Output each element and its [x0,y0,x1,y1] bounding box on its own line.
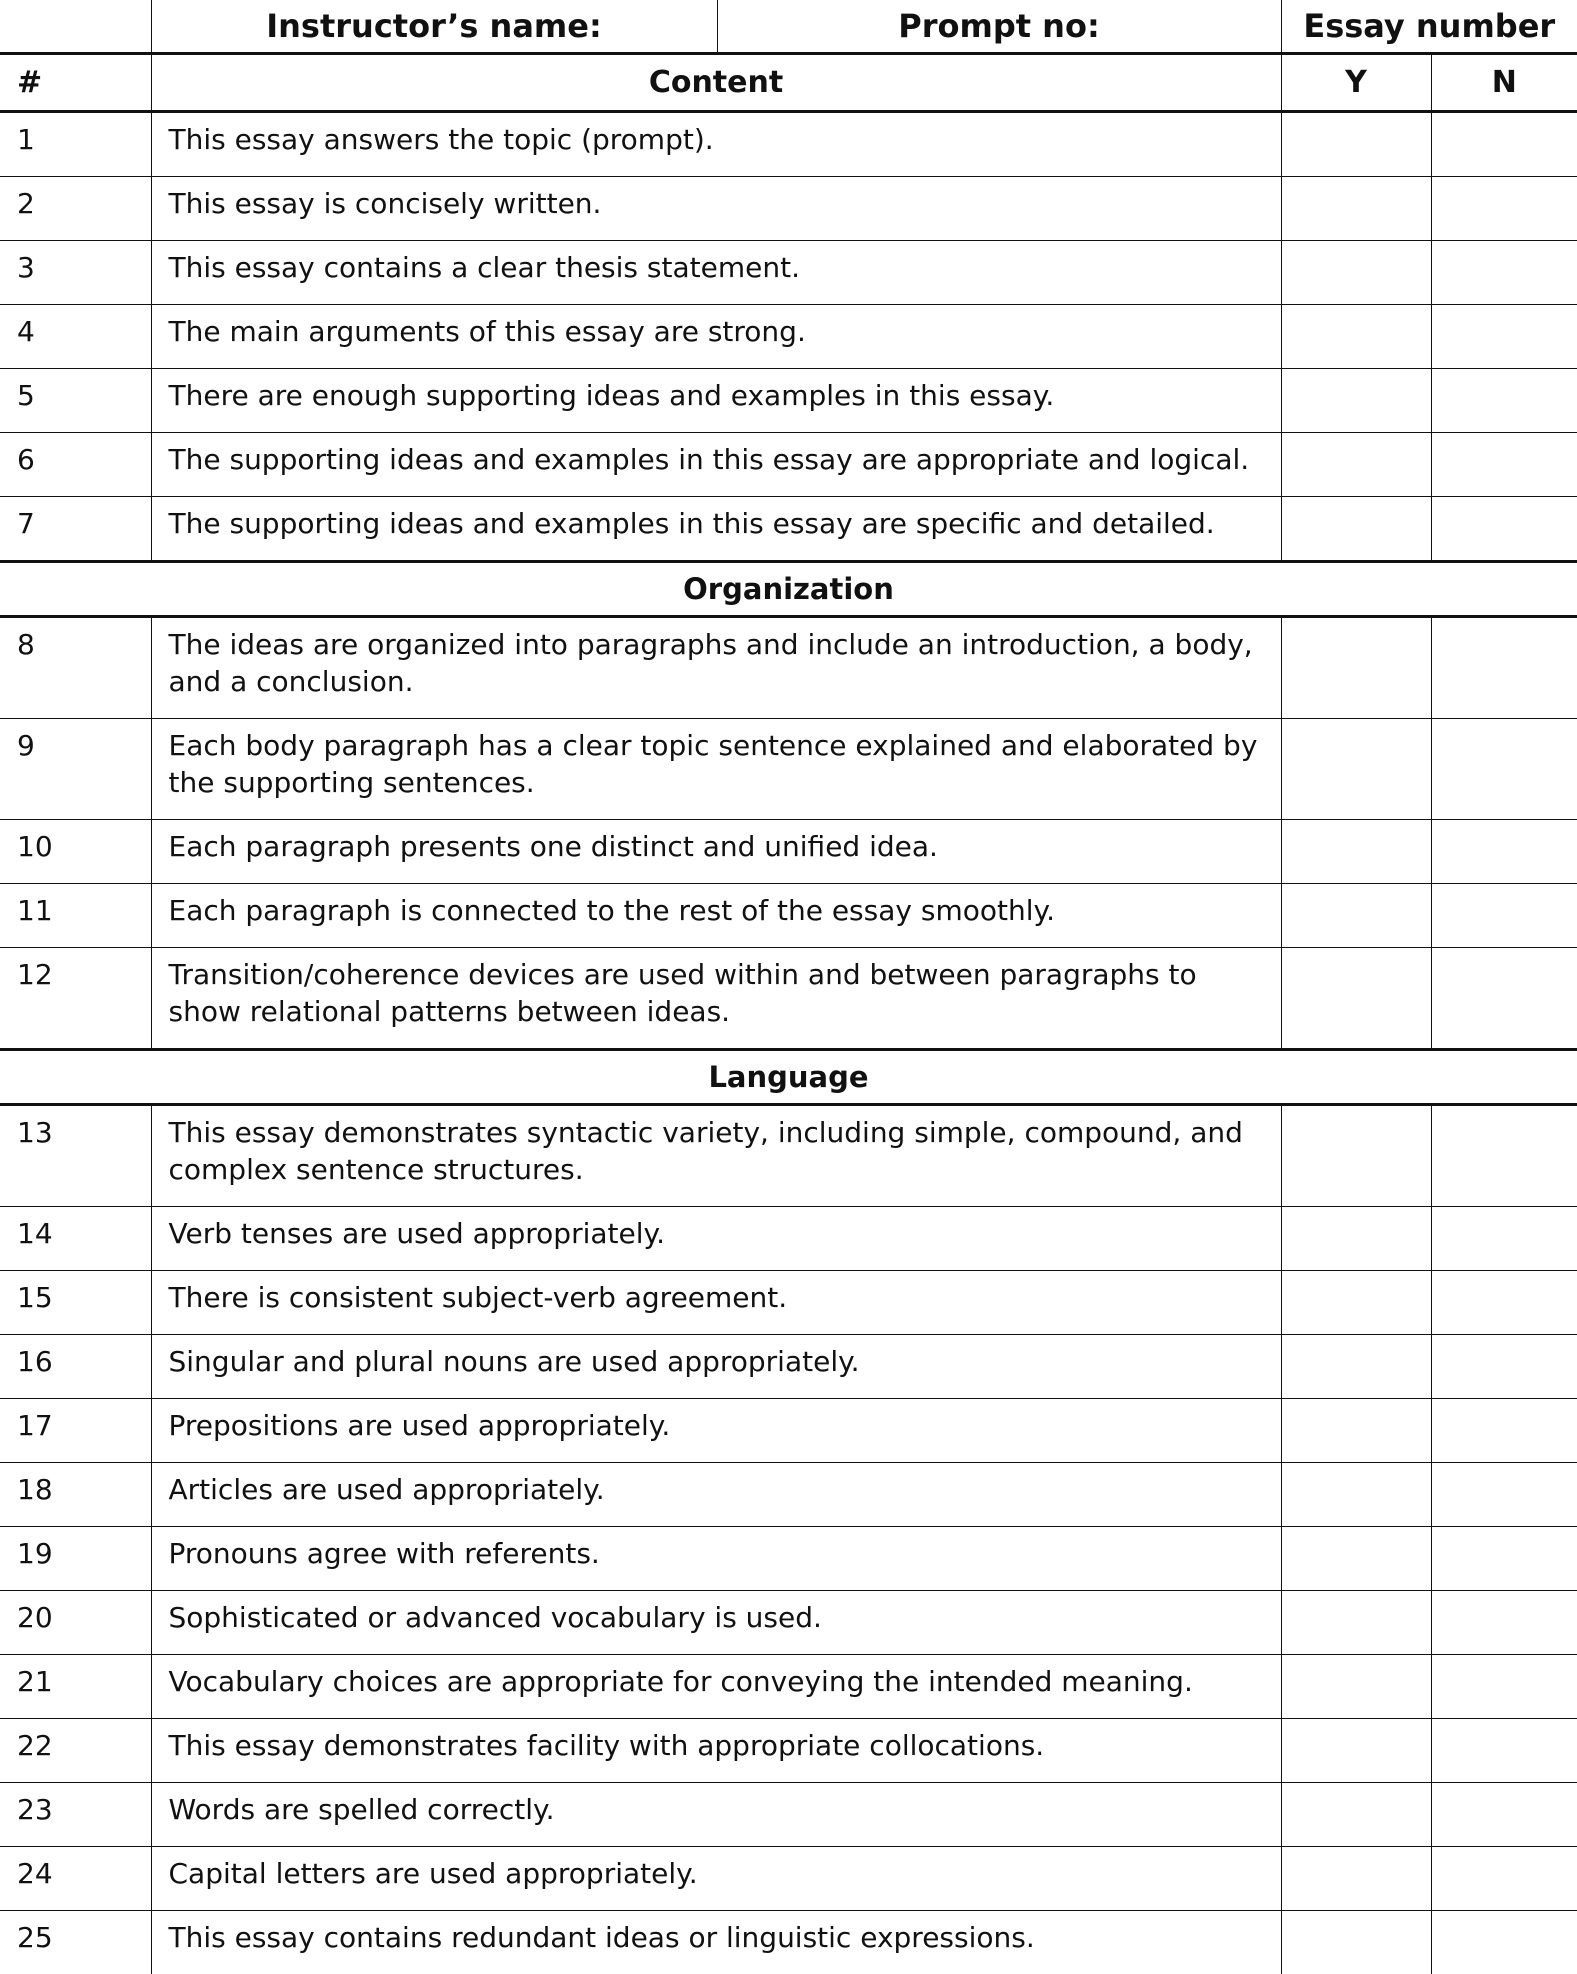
no-checkbox-cell[interactable] [1431,1655,1577,1719]
row-number: 4 [0,305,151,369]
no-checkbox-cell[interactable] [1431,1911,1577,1974]
yes-checkbox-cell[interactable] [1281,1463,1431,1527]
row-number: 5 [0,369,151,433]
row-number: 20 [0,1591,151,1655]
no-checkbox-cell[interactable] [1431,1399,1577,1463]
prompt-no-field[interactable]: Prompt no: [718,0,1281,52]
table-row [0,112,1577,177]
yes-checkbox-cell[interactable] [1281,241,1431,305]
criterion-text: The ideas are organized into paragraphs and include an introduction, a body, and a conclusion. [151,617,1281,719]
criterion-text: Each paragraph is connected to the rest of the essay smoothly. [151,884,1281,948]
no-checkbox-cell[interactable] [1431,369,1577,433]
yes-checkbox-cell[interactable] [1281,305,1431,369]
no-checkbox-cell[interactable] [1431,433,1577,497]
table-row [0,1335,1577,1399]
column-header-content: Content [151,54,1281,112]
table-row [0,948,1577,1050]
yes-checkbox-cell[interactable] [1281,1847,1431,1911]
essay-number-field[interactable]: Essay number [1281,0,1577,54]
yes-checkbox-cell[interactable] [1281,1335,1431,1399]
table-row [0,1591,1577,1655]
yes-checkbox-cell[interactable] [1281,1591,1431,1655]
row-number: 23 [0,1783,151,1847]
column-header-num: # [0,54,151,112]
table-row [0,1105,1577,1207]
row-number: 18 [0,1463,151,1527]
row-number: 16 [0,1335,151,1399]
column-header-no: N [1431,54,1577,112]
row-number: 7 [0,497,151,562]
yes-checkbox-cell[interactable] [1281,369,1431,433]
criterion-text: Vocabulary choices are appropriate for conveying the intended meaning. [151,1655,1281,1719]
table-row [0,177,1577,241]
row-number: 6 [0,433,151,497]
yes-checkbox-cell[interactable] [1281,497,1431,562]
row-number: 11 [0,884,151,948]
row-number: 21 [0,1655,151,1719]
row-number: 22 [0,1719,151,1783]
row-number: 8 [0,617,151,719]
criterion-text: This essay answers the topic (prompt). [151,112,1281,177]
row-number: 17 [0,1399,151,1463]
table-row [0,1783,1577,1847]
section-title: Organization [0,562,1577,617]
table-row [0,1399,1577,1463]
criterion-text: This essay is concisely written. [151,177,1281,241]
no-checkbox-cell[interactable] [1431,112,1577,177]
yes-checkbox-cell[interactable] [1281,617,1431,719]
table-row [0,369,1577,433]
header-cell-split [151,0,1281,54]
no-checkbox-cell[interactable] [1431,820,1577,884]
table-row [0,617,1577,719]
criterion-text: The supporting ideas and examples in this essay are appropriate and logical. [151,433,1281,497]
yes-checkbox-cell[interactable] [1281,1399,1431,1463]
criterion-text: There are enough supporting ideas and examples in this essay. [151,369,1281,433]
yes-checkbox-cell[interactable] [1281,433,1431,497]
yes-checkbox-cell[interactable] [1281,719,1431,820]
no-checkbox-cell[interactable] [1431,1105,1577,1207]
no-checkbox-cell[interactable] [1431,1271,1577,1335]
row-number: 10 [0,820,151,884]
table-row [0,1207,1577,1271]
table-row [0,305,1577,369]
yes-checkbox-cell[interactable] [1281,1105,1431,1207]
criterion-text: This essay contains redundant ideas or linguistic expressions. [151,1911,1281,1974]
section-header-organization [0,562,1577,617]
criterion-text: Transition/coherence devices are used within and between paragraphs to show relational patterns between ideas. [151,948,1281,1050]
yes-checkbox-cell[interactable] [1281,1527,1431,1591]
criterion-text: Articles are used appropriately. [151,1463,1281,1527]
table-row [0,1911,1577,1974]
no-checkbox-cell[interactable] [1431,1591,1577,1655]
table-row [0,241,1577,305]
no-checkbox-cell[interactable] [1431,948,1577,1050]
yes-checkbox-cell[interactable] [1281,1207,1431,1271]
criterion-text: Pronouns agree with referents. [151,1527,1281,1591]
no-checkbox-cell[interactable] [1431,241,1577,305]
table-row [0,884,1577,948]
row-number: 15 [0,1271,151,1335]
table-row [0,1655,1577,1719]
section-header-language [0,1050,1577,1105]
row-number: 25 [0,1911,151,1974]
section-title: Language [0,1050,1577,1105]
row-number: 1 [0,112,151,177]
yes-checkbox-cell[interactable] [1281,1719,1431,1783]
criterion-text: There is consistent subject-verb agreement. [151,1271,1281,1335]
table-row [0,1271,1577,1335]
row-number: 19 [0,1527,151,1591]
yes-checkbox-cell[interactable] [1281,948,1431,1050]
criterion-text: Sophisticated or advanced vocabulary is used. [151,1591,1281,1655]
column-header-yes: Y [1281,54,1431,112]
no-checkbox-cell[interactable] [1431,1463,1577,1527]
no-checkbox-cell[interactable] [1431,1207,1577,1271]
row-number: 14 [0,1207,151,1271]
yes-checkbox-cell[interactable] [1281,1655,1431,1719]
criterion-text: Words are spelled correctly. [151,1783,1281,1847]
yes-checkbox-cell[interactable] [1281,820,1431,884]
blank-corner-cell [0,0,151,54]
row-number: 9 [0,719,151,820]
criterion-text: Verb tenses are used appropriately. [151,1207,1281,1271]
criterion-text: The supporting ideas and examples in this essay are specific and detailed. [151,497,1281,562]
criterion-text: Prepositions are used appropriately. [151,1399,1281,1463]
instructor-name-field[interactable]: Instructor’s name: [152,0,718,52]
row-number: 12 [0,948,151,1050]
no-checkbox-cell[interactable] [1431,1783,1577,1847]
yes-checkbox-cell[interactable] [1281,1271,1431,1335]
form-header-row [0,0,1577,54]
no-checkbox-cell[interactable] [1431,305,1577,369]
no-checkbox-cell[interactable] [1431,884,1577,948]
criterion-text: This essay demonstrates facility with appropriate collocations. [151,1719,1281,1783]
yes-checkbox-cell[interactable] [1281,884,1431,948]
no-checkbox-cell[interactable] [1431,1719,1577,1783]
table-row [0,1847,1577,1911]
table-row [0,497,1577,562]
criterion-text: Capital letters are used appropriately. [151,1847,1281,1911]
row-number: 13 [0,1105,151,1207]
no-checkbox-cell[interactable] [1431,617,1577,719]
no-checkbox-cell[interactable] [1431,719,1577,820]
criterion-text: This essay contains a clear thesis statement. [151,241,1281,305]
table-row [0,433,1577,497]
yes-checkbox-cell[interactable] [1281,177,1431,241]
yes-checkbox-cell[interactable] [1281,112,1431,177]
table-row [0,820,1577,884]
criterion-text: This essay demonstrates syntactic variety, including simple, compound, and complex sentence structures. [151,1105,1281,1207]
criterion-text: Singular and plural nouns are used appropriately. [151,1335,1281,1399]
no-checkbox-cell[interactable] [1431,1847,1577,1911]
yes-checkbox-cell[interactable] [1281,1783,1431,1847]
table-row [0,719,1577,820]
criterion-text: The main arguments of this essay are strong. [151,305,1281,369]
column-header-row [0,54,1577,112]
no-checkbox-cell[interactable] [1431,497,1577,562]
row-number: 2 [0,177,151,241]
row-number: 24 [0,1847,151,1911]
no-checkbox-cell[interactable] [1431,1527,1577,1591]
yes-checkbox-cell[interactable] [1281,1911,1431,1974]
table-row [0,1463,1577,1527]
criterion-text: Each paragraph presents one distinct and unified idea. [151,820,1281,884]
table-row [0,1527,1577,1591]
table-row [0,1719,1577,1783]
no-checkbox-cell[interactable] [1431,177,1577,241]
row-number: 3 [0,241,151,305]
no-checkbox-cell[interactable] [1431,1335,1577,1399]
criterion-text: Each body paragraph has a clear topic sentence explained and elaborated by the supporting sentences. [151,719,1281,820]
